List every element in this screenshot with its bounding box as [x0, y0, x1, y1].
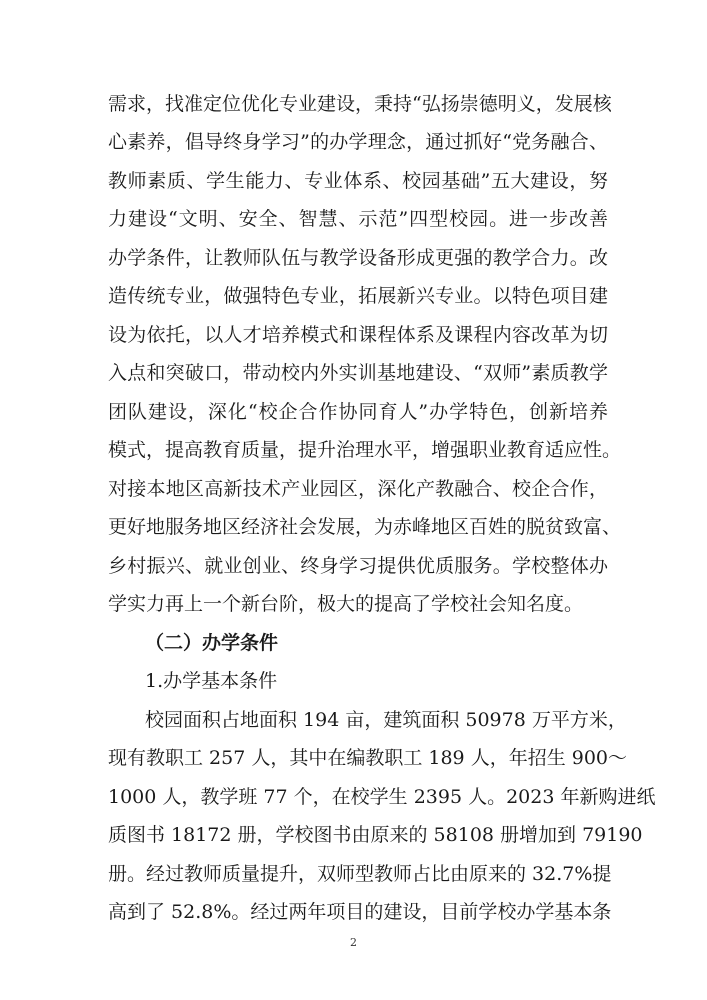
- paragraph-line: 质图书 18172 册，学校图书由原来的 58108 册增加到 79190: [108, 824, 643, 846]
- paragraph-line: 办学条件，让教师队伍与教学设备形成更强的教学合力。改: [108, 247, 608, 269]
- paragraph-line: 乡村振兴、就业创业、终身学习提供优质服务。学校整体办: [108, 555, 608, 577]
- paragraph-line: 教师素质、学生能力、专业体系、校园基础”五大建设，努: [108, 170, 608, 192]
- paragraph-line: 1000 人，教学班 77 个，在校学生 2395 人。2023 年新购进纸: [108, 786, 656, 808]
- paragraph-line: 入点和突破口，带动校内外实训基地建设、“双师”素质教学: [108, 362, 608, 384]
- paragraph-line: 心素养，倡导终身学习”的办学理念，通过抓好“党务融合、: [108, 131, 608, 153]
- paragraph-line: 校园面积占地面积 194 亩，建筑面积 50978 万平方米，: [145, 709, 627, 731]
- paragraph-line: 高到了 52.8%。经过两年项目的建设，目前学校办学基本条: [108, 901, 612, 923]
- paragraph-line: 设为依托，以人才培养模式和课程体系及课程内容改革为切: [108, 324, 608, 346]
- paragraph-line: 更好地服务地区经济社会发展，为赤峰地区百姓的脱贫致富、: [108, 516, 622, 538]
- paragraph-line: 现有教职工 257 人，其中在编教职工 189 人，年招生 900～: [108, 747, 627, 769]
- paragraph-line: 力建设“文明、安全、智慧、示范”四型校园。进一步改善: [108, 208, 608, 230]
- section-heading: （二）办学条件: [145, 632, 279, 654]
- paragraph-line: 需求，找准定位优化专业建设，秉持“弘扬崇德明义，发展核: [108, 93, 612, 115]
- paragraph-line: 册。经过教师质量提升，双师型教师占比由原来的 32.7%提: [108, 863, 612, 885]
- page-number: 2: [350, 936, 357, 949]
- subheading: 1.办学基本条件: [145, 670, 278, 692]
- paragraph-line: 模式，提高教育质量，提升治理水平，增强职业教育适应性。: [108, 439, 622, 461]
- paragraph-line: 造传统专业，做强特色专业，拓展新兴专业。以特色项目建: [108, 285, 608, 307]
- paragraph-line: 学实力再上一个新台阶，极大的提高了学校社会知名度。: [108, 593, 584, 615]
- paragraph-line: 团队建设，深化“校企合作协同育人”办学特色，创新培养: [108, 401, 608, 423]
- paragraph-line: 对接本地区高新技术产业园区，深化产教融合、校企合作，: [108, 478, 608, 500]
